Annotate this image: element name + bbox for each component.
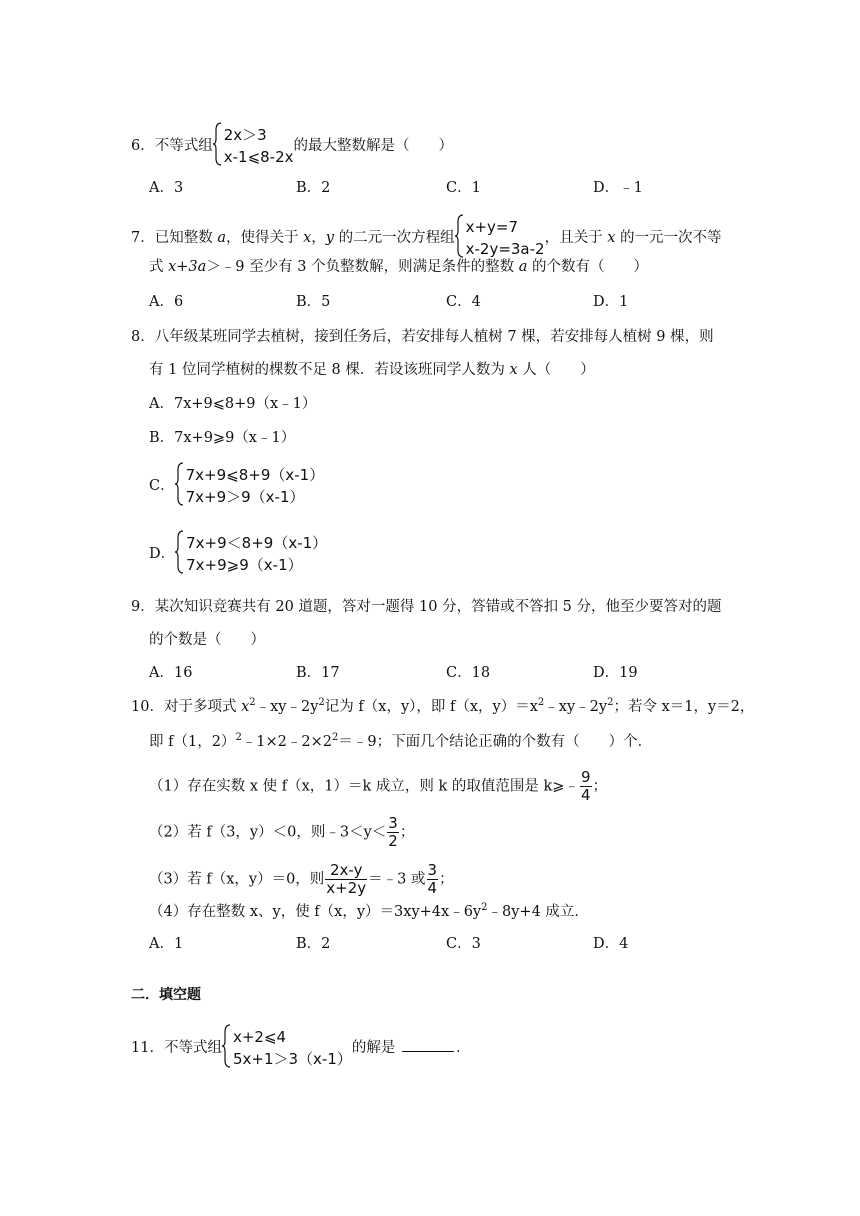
q9-option-c: C．18 [446,665,491,681]
q9-option-b: B．17 [296,665,340,681]
q6-option-c: C．1 [446,180,481,196]
q7-option-c: C．4 [446,294,481,310]
q10-option-c: C．3 [446,936,481,952]
fraction: $\frac{3}{4}$ [427,861,438,897]
q9-option-a: A．16 [149,665,193,681]
q10-statement-4: （4）存在整数 x、y，使 f（x，$y)=3xy+4x﹣6y^2﹣8y+4$ 成立． [149,902,589,920]
q10-statement-1: （1）存在实数 x 使 f（x，1）＝k 成立，则 k 的取值范围是 k⩾﹣ $\frac{9}{4}$ ； [149,768,607,804]
answer-blank [402,1037,454,1052]
brace-icon [222,1024,231,1068]
q9-line2: 的个数是（ ） [149,632,265,648]
q6-system: 2x＞3 x-1⩽8-2x [213,124,294,168]
brace-icon [175,462,184,506]
q8-option-a: A．7x+9⩽8+9（x﹣1） [149,396,317,412]
q6-number: 6． [131,138,155,154]
q7-line1: 7．已知整数 a，使得关于 x，y 的二元一次方程组 x+y=7 x-2y=3a-2 ，且关于 x 的一元一次不等 [131,216,722,260]
q7-option-a: A．6 [149,294,184,310]
q7-line2: 式 x+3a＞﹣9 至少有 3 个负整数解，则满足条件的整数 a 的个数有（ ） [149,259,648,275]
q10-option-b: B．2 [296,936,331,952]
q7-option-b: B．5 [296,294,331,310]
q11-stem: 11．不等式组 x+2⩽4 5x+1＞3（x-1） 的解是 ． [131,1026,470,1070]
q10-option-a: A．1 [149,936,184,952]
q8-option-c: C． 7x+9⩽8+9（x-1） 7x+9＞9（x-1） [149,464,324,508]
q6-stem: 6．不等式组 2x＞3 x-1⩽8-2x 的最大整数解是（ ） [131,124,453,168]
q10-statement-2: （2）若 f（3，y）＜0，则﹣3＜y＜ $\frac{3}{2}$ ； [149,814,415,850]
q10-statement-3: （3）若 f（x，y）＝0，则 $\frac{2x-y}{x+2y}$ ＝﹣3 或 $\frac{3}{4}$ ； [149,861,454,897]
q8-line1: 8．八年级某班同学去植树，接到任务后，若安排每人植树 7 棵，若安排每人植树 9 棵，则 [131,329,714,345]
q6-option-b: B．2 [296,180,331,196]
q7-system: x+y=7 x-2y=3a-2 [455,216,545,260]
section-title: 二．填空题 [131,987,201,1003]
q9-option-d: D．19 [593,665,638,681]
q8-option-d: D． 7x+9＜8+9（x-1） 7x+9⩾9（x-1） [149,532,327,576]
q10-line1: 10．对于多项式 $x^2﹣xy﹣2y^2$记为 f（x，y），即 f（x，$y)=x^2﹣xy﹣2y^2$；若令 x＝1，y＝2， [131,697,755,715]
q10-option-d: D．4 [593,936,629,952]
brace-icon [175,530,184,574]
brace-icon [455,214,464,258]
q8-option-b: B．7x+9⩾9（x﹣1） [149,430,296,446]
q7-option-d: D．1 [593,294,629,310]
q11-system: x+2⩽4 5x+1＞3（x-1） [222,1026,352,1070]
brace-icon [213,122,222,166]
q6-option-d: D．﹣1 [593,180,643,196]
q8-c-system: 7x+9⩽8+9（x-1） 7x+9＞9（x-1） [175,464,325,508]
fraction: $\frac{9}{4}$ [580,768,591,804]
fraction: $\frac{3}{2}$ [388,814,398,850]
q6-option-a: A．3 [149,180,184,196]
q9-line1: 9．某次知识竞赛共有 20 道题，答对一题得 10 分，答错或不答扣 5 分，他至少要答对的题 [131,599,722,615]
q8-line2: 有 1 位同学植树的棵数不足 8 棵．若设该班同学人数为 x 人（ ） [149,362,595,378]
q8-d-system: 7x+9＜8+9（x-1） 7x+9⩾9（x-1） [175,532,327,576]
q10-line2: 即 f（1，$2)^2﹣1\times 2﹣2\times 2^2=﹣9$；下面几个结论正确的个数有（ ）个． [149,732,653,750]
fraction: $\frac{2x-y}{x+2y}$ [326,861,367,897]
